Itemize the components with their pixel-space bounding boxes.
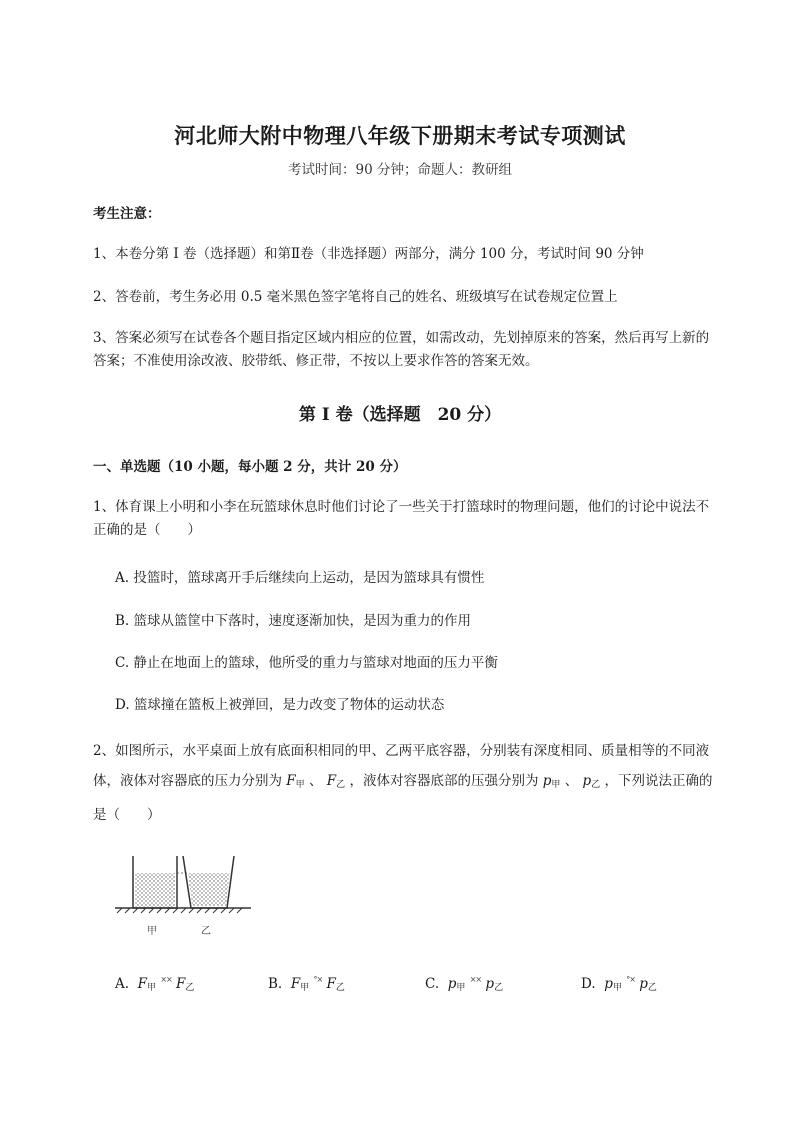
q2-stem-text-3: ，下列说法正确的是（ ）	[93, 773, 713, 823]
question-1-option-a[interactable]: A. 投篮时，篮球离开手后继续向上运动，是因为篮球具有惯性	[115, 570, 485, 586]
force-yi: $F_乙$	[326, 773, 346, 790]
force-jia: $F_甲$	[286, 773, 305, 790]
page-subtitle: 考试时间：90 分钟；命题人：教研组	[288, 162, 512, 178]
question-1-option-d[interactable]: D. 篮球撞在篮板上被弹回，是力改变了物体的运动状态	[115, 697, 445, 713]
q2-stem-text-2: ，液体对容器底部的压强分别为	[349, 773, 539, 789]
notice-title: 考生注意：	[93, 206, 161, 222]
page-title: 河北师大附中物理八年级下册期末考试专项测试	[174, 123, 626, 148]
notice-item: 1、本卷分第 I 卷（选择题）和第Ⅱ卷（非选择题）两部分，满分 100 分，考试时间 90 分钟	[93, 246, 644, 262]
pressure-jia: $p_甲$	[542, 773, 561, 790]
question-2-option-a[interactable]: A. $F_甲$ ×× $F_乙$	[115, 975, 195, 993]
pressure-yi: $p_乙$	[582, 773, 601, 790]
section-title: 第 I 卷（选择题 20 分）	[298, 405, 502, 425]
question-2-option-d[interactable]: D. $p_甲$ °× $p_乙$	[581, 975, 657, 993]
notice-item: 2、答卷前，考生务必用 0.5 毫米黑色签字笔将自己的姓名、班级填写在试卷规定位置上	[93, 289, 618, 305]
q2-stem-text-1: 2、如图所示，水平桌面上放有底面积相同的甲、乙两平底容器，分别装有深度相同、质量相等的不同液体，液体对容器底的压力分别为	[93, 743, 710, 789]
separator: 、	[564, 773, 583, 789]
question-1-option-c[interactable]: C. 静止在地面上的篮球，他所受的重力与篮球对地面的压力平衡	[115, 655, 498, 671]
question-2-stem	[93, 736, 713, 830]
containers-figure	[113, 848, 253, 938]
question-2-option-c[interactable]: C. $p_甲$ ×× $p_乙$	[425, 975, 504, 993]
question-1-stem: 1、体育课上小明和小李在玩篮球休息时他们讨论了一些关于打篮球时的物理问题，他们的讨论中说法不正确的是（ ）	[93, 499, 710, 538]
figure-label-yi: 乙	[201, 926, 211, 937]
part-title: 一、单选题（10 小题，每小题 2 分，共计 20 分）	[93, 459, 407, 475]
notice-item: 3、答案必须写在试卷各个题目指定区域内相应的位置，如需改动，先划掉原来的答案，然后再写上新的答案；不准使用涂改液、胶带纸、修正带，不按以上要求作答的答案无效。	[93, 330, 710, 369]
question-1-option-b[interactable]: B. 篮球从篮筐中下落时，速度逐渐加快，是因为重力的作用	[115, 613, 472, 629]
separator: 、	[308, 773, 327, 789]
question-2-option-b[interactable]: B. $F_甲$ °× $F_乙$	[268, 975, 345, 993]
containers-illustration	[113, 848, 253, 938]
figure-label-jia: 甲	[147, 926, 157, 937]
